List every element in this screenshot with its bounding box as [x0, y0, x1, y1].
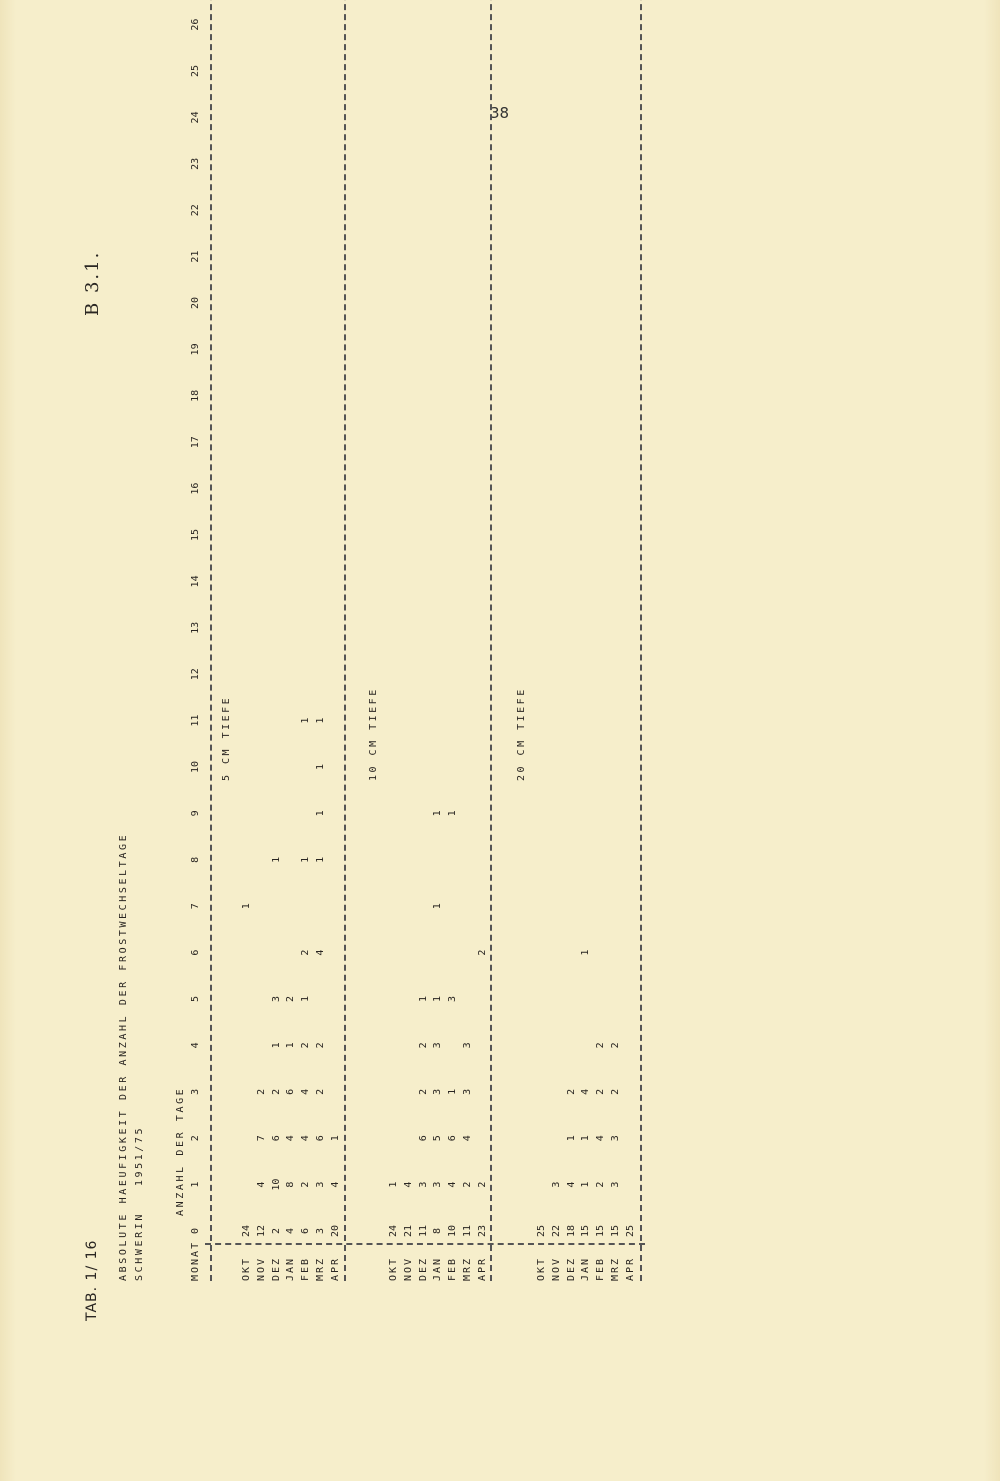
table-cell: 3 — [610, 1181, 621, 1188]
days-header: ANZAHL DER TAGE — [175, 1086, 186, 1216]
table-cell: 1 — [447, 810, 459, 817]
column-header: 12 — [190, 668, 201, 681]
table-cell: 2 — [315, 1088, 326, 1095]
month-header: MONAT — [190, 1240, 201, 1281]
row-separator — [344, 0, 346, 1281]
table-cell: 4 — [595, 1135, 607, 1142]
month-label: DEZ — [565, 1256, 577, 1281]
table-cell: 4 — [447, 1181, 459, 1188]
table-cell: 10 — [270, 1178, 282, 1191]
table-cell: 4 — [315, 949, 326, 956]
table-cell: 1 — [315, 717, 326, 724]
column-header: 13 — [190, 621, 201, 634]
table-cell: 3 — [417, 1181, 429, 1188]
column-header: 23 — [190, 157, 201, 170]
column-header: 7 — [190, 903, 201, 910]
table-cell: 4 — [300, 1088, 312, 1095]
table-cell: 1 — [580, 949, 592, 956]
column-header: 6 — [190, 949, 201, 956]
table-cell: 5 — [432, 1135, 444, 1142]
table-cell: 2 — [595, 1181, 607, 1188]
table-cell: 1 — [300, 856, 312, 863]
table-cell: 21 — [402, 1224, 414, 1238]
table-cell: 2 — [270, 1088, 282, 1095]
table-cell: 4 — [402, 1181, 414, 1188]
column-header: 11 — [190, 714, 201, 727]
table-title: ABSOLUTE HAEUFIGKEIT DER ANZAHL DER FROSTWECHSELTAGE — [118, 832, 129, 1281]
column-header: 10 — [190, 760, 201, 774]
column-header: 5 — [190, 995, 201, 1003]
page-number: 38 — [490, 104, 510, 122]
month-label: FEB — [595, 1256, 607, 1281]
table-cell: 2 — [610, 1088, 621, 1095]
table-cell: 3 — [432, 1088, 444, 1095]
column-header: 9 — [190, 810, 201, 817]
table-cell: 11 — [462, 1224, 473, 1238]
table-cell: 1 — [241, 903, 252, 910]
table-cell: 2 — [565, 1088, 577, 1095]
column-header: 0 — [190, 1227, 201, 1235]
table-cell: 24 — [241, 1224, 252, 1238]
table-cell: 4 — [580, 1088, 592, 1095]
table-cell: 1 — [270, 856, 282, 863]
table-cell: 6 — [315, 1135, 326, 1142]
table-cell: 3 — [610, 1135, 621, 1142]
table-subtitle: SCHWERIN 1951/75 — [134, 1125, 145, 1281]
month-label: DEZ — [270, 1256, 282, 1281]
table-cell: 2 — [417, 1088, 429, 1095]
table-cell: 2 — [417, 1042, 429, 1049]
month-label: FEB — [447, 1256, 459, 1281]
table-cell: 25 — [536, 1224, 547, 1238]
table-cell: 1 — [565, 1135, 577, 1142]
table-cell: 1 — [300, 717, 312, 724]
column-header: 14 — [190, 575, 201, 588]
table-cell: 2 — [300, 1181, 312, 1188]
table-cell: 3 — [432, 1181, 444, 1188]
column-header: 1 — [190, 1181, 201, 1188]
table-cell: 3 — [315, 1227, 326, 1235]
table-cell: 4 — [285, 1135, 297, 1142]
month-label: APR — [476, 1256, 488, 1281]
month-label: OKT — [241, 1256, 252, 1281]
column-header: 26 — [190, 18, 201, 31]
table-cell: 12 — [255, 1224, 267, 1238]
table-cell: 18 — [565, 1224, 577, 1238]
table-cell: 3 — [447, 995, 459, 1003]
column-header: 24 — [190, 111, 201, 124]
column-header: 21 — [190, 250, 201, 263]
table-cell: 1 — [315, 763, 326, 771]
table-cell: 4 — [300, 1135, 312, 1142]
table-cell: 6 — [447, 1135, 459, 1142]
table-cell: 1 — [417, 995, 429, 1003]
table-cell: 23 — [476, 1224, 488, 1238]
month-label: NOV — [402, 1256, 414, 1281]
table-cell: 2 — [270, 1227, 282, 1235]
table-cell: 2 — [462, 1181, 473, 1188]
table-cell: 1 — [315, 856, 326, 863]
table-cell: 1 — [432, 995, 444, 1003]
table-cell: 4 — [565, 1181, 577, 1188]
month-label: JAN — [580, 1256, 592, 1281]
table-cell: 11 — [417, 1224, 429, 1238]
table-cell: 6 — [285, 1088, 297, 1095]
table-cell: 2 — [476, 949, 488, 956]
section-title: 10 CM TIEFE — [368, 687, 379, 781]
table-cell: 2 — [300, 949, 312, 956]
table-cell: 2 — [595, 1042, 607, 1049]
month-label: DEZ — [417, 1256, 429, 1281]
section-title: 5 CM TIEFE — [221, 695, 232, 781]
column-header: 8 — [190, 856, 201, 863]
table-cell: 7 — [255, 1135, 267, 1142]
table-cell: 1 — [329, 1135, 341, 1142]
table-cell: 1 — [447, 1088, 459, 1095]
month-label: MRZ — [610, 1256, 621, 1281]
table-cell: 3 — [462, 1088, 473, 1095]
table-cell: 3 — [462, 1042, 473, 1049]
column-header: 25 — [190, 64, 201, 78]
table-cell: 2 — [300, 1042, 312, 1049]
reference-code: B 3.1. — [82, 250, 103, 316]
table-cell: 1 — [285, 1042, 297, 1049]
column-header: 22 — [190, 204, 201, 217]
table-cell: 8 — [432, 1227, 444, 1235]
table-cell: 2 — [255, 1088, 267, 1095]
table-cell: 8 — [285, 1181, 297, 1188]
column-header: 15 — [190, 528, 201, 542]
table-cell: 1 — [388, 1181, 399, 1188]
table-cell: 25 — [624, 1224, 636, 1238]
month-label: JAN — [285, 1256, 297, 1281]
column-header: 4 — [190, 1042, 201, 1049]
column-header: 20 — [190, 296, 201, 310]
table-cell: 1 — [315, 810, 326, 817]
table-cell: 10 — [447, 1224, 459, 1238]
table-cell: 3 — [315, 1181, 326, 1188]
column-header: 16 — [190, 482, 201, 495]
month-label: APR — [329, 1256, 341, 1281]
month-label: APR — [624, 1256, 636, 1281]
table-cell: 15 — [595, 1224, 607, 1238]
column-header: 19 — [190, 343, 201, 356]
table-label: TAB. 1/ 16 — [84, 1239, 100, 1321]
month-label: OKT — [388, 1256, 399, 1281]
table-cell: 1 — [300, 995, 312, 1003]
table-cell: 3 — [550, 1181, 562, 1188]
column-header: 3 — [190, 1088, 201, 1095]
table-cell: 1 — [580, 1135, 592, 1142]
table-cell: 3 — [432, 1042, 444, 1049]
month-label: JAN — [432, 1256, 444, 1281]
table-cell: 6 — [417, 1135, 429, 1142]
row-separator — [640, 0, 642, 1281]
table-cell: 2 — [595, 1088, 607, 1095]
month-label: MRZ — [462, 1256, 473, 1281]
table-cell: 1 — [580, 1181, 592, 1188]
table-cell: 1 — [270, 1042, 282, 1049]
column-header: 18 — [190, 389, 201, 402]
table-cell: 6 — [270, 1135, 282, 1142]
table-cell: 4 — [285, 1227, 297, 1235]
table-cell: 4 — [255, 1181, 267, 1188]
table-cell: 2 — [476, 1181, 488, 1188]
table-cell: 1 — [432, 903, 444, 910]
table-cell: 2 — [315, 1042, 326, 1049]
column-header: 2 — [190, 1135, 201, 1142]
table-cell: 20 — [329, 1224, 341, 1238]
month-label: MRZ — [315, 1256, 326, 1281]
table-cell: 2 — [285, 995, 297, 1003]
section-title: 20 CM TIEFE — [516, 687, 527, 781]
row-separator — [490, 0, 492, 1281]
table-cell: 2 — [610, 1042, 621, 1049]
row-separator — [210, 0, 212, 1281]
table-cell: 15 — [610, 1224, 621, 1238]
table-cell: 15 — [580, 1224, 592, 1238]
column-header: 17 — [190, 436, 201, 449]
table-cell: 24 — [388, 1224, 399, 1238]
month-label: FEB — [300, 1256, 312, 1281]
table-cell: 1 — [432, 810, 444, 817]
table-cell: 4 — [462, 1135, 473, 1142]
table-cell: 4 — [329, 1181, 341, 1188]
table-cell: 22 — [550, 1224, 562, 1238]
table-cell: 3 — [270, 995, 282, 1003]
month-label: NOV — [255, 1256, 267, 1281]
month-label: OKT — [536, 1256, 547, 1281]
month-label: NOV — [550, 1256, 562, 1281]
table-cell: 6 — [300, 1227, 312, 1235]
